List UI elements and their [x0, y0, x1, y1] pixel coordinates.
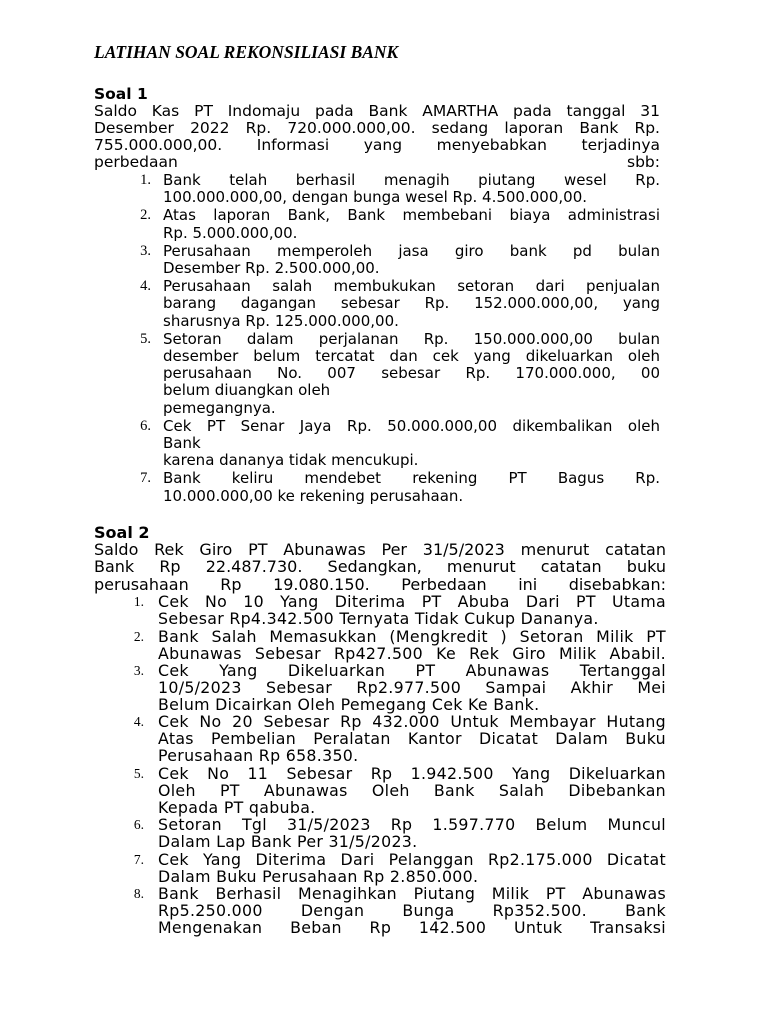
soal-1-intro-line: Saldo Kas PT Indomaju pada Bank AMARTHA pada tanggal 31	[94, 102, 660, 120]
soal1-item-7	[140, 469, 660, 505]
list-item-text	[158, 885, 666, 936]
list-item-line: Setoran dalam perjalanan Rp. 150.000.000,00 bulan	[163, 329, 660, 348]
list-item-line: Cek No 20 Sebesar Rp 432.000 Untuk Membayar Hutang	[158, 712, 666, 732]
list-item-line: Perusahaan memperoleh jasa giro bank pd bulan	[163, 241, 660, 260]
list-item-line: Bank	[163, 434, 201, 453]
list-item-text	[158, 851, 666, 885]
list-item-line: Bank Berhasil Menagihkan Piutang Milik PT Abunawas	[158, 883, 666, 903]
list-item-text	[163, 243, 660, 277]
list-item-number: 3.	[133, 662, 144, 678]
list-item-line: Sebesar Rp4.342.500 Ternyata Tidak Cukup Dananya.	[158, 609, 599, 629]
soal-1-intro-line: Desember 2022 Rp. 720.000.000,00. sedang laporan Bank Rp.	[94, 119, 660, 137]
list-item-line: Abunawas Sebesar Rp427.500 Ke Rek Giro Milik Ababil.	[158, 643, 666, 663]
list-item-line: Bank keliru mendebet rekening PT Bagus Rp.	[163, 469, 660, 488]
soal2-item-7	[133, 849, 666, 886]
list-item-number: 3.	[140, 242, 151, 259]
list-item-line: Oleh PT Abunawas Oleh Bank Salah Dibebankan	[158, 780, 666, 800]
list-item-number: 4.	[133, 714, 144, 730]
list-item-line: barang dagangan sebesar Rp. 152.000.000,00, yang	[163, 294, 660, 313]
soal-2-intro-line: perusahaan Rp 19.080.150. Perbedaan ini disebabkan:	[94, 574, 666, 594]
list-item-line: Cek No 11 Sebesar Rp 1.942.500 Yang Dikeluarkan	[158, 763, 666, 783]
list-item-number: 1.	[140, 172, 151, 188]
list-item-line: 10/5/2023 Sebesar Rp2.977.500 Sampai Akhir Mei	[158, 677, 666, 697]
soal-2-section	[94, 524, 666, 936]
list-item-line: Kepada PT qabuba.	[158, 797, 316, 817]
soal-1-section	[94, 86, 660, 505]
list-item-line: karena dananya tidak mencukupi.	[163, 451, 419, 470]
soal1-item-1	[140, 171, 660, 207]
list-item-line: Dalam Buku Perusahaan Rp 2.850.000.	[158, 866, 479, 886]
list-item-text	[163, 470, 660, 504]
soal2-item-5	[133, 763, 666, 817]
list-item-text	[163, 418, 660, 470]
list-item-text	[158, 816, 666, 850]
list-item-line: Cek PT Senar Jaya Rp. 50.000.000,00 dikembalikan oleh	[163, 416, 660, 435]
soal-1-intro-line: perbedaan sbb:	[94, 153, 660, 171]
list-item-text	[163, 331, 660, 417]
list-item-text	[158, 593, 666, 627]
list-item-line: Bank telah berhasil menagih piutang wesel Rp.	[163, 171, 660, 189]
list-item-number: 1.	[133, 594, 144, 610]
list-item-line: Setoran Tgl 31/5/2023 Rp 1.597.770 Belum Muncul	[158, 815, 666, 835]
list-item-number: 2.	[133, 628, 144, 644]
list-item-number: 7.	[140, 470, 151, 487]
list-item-number: 2.	[140, 207, 151, 224]
soal-1-list	[94, 171, 660, 505]
soal1-item-4	[140, 277, 660, 330]
soal-1-heading: Soal 1	[94, 85, 148, 103]
list-item-text	[158, 713, 666, 764]
soal2-item-8	[133, 883, 666, 937]
list-item-line: belum diuangkan oleh	[163, 381, 331, 400]
list-item-line: Cek Yang Dikeluarkan PT Abunawas Tertanggal	[158, 660, 666, 680]
list-item-line: Rp. 5.000.000,00.	[163, 223, 298, 242]
soal1-item-5	[140, 329, 660, 417]
list-item-line: perusahaan No. 007 sebesar Rp. 170.000.000, 00	[163, 364, 660, 383]
document-title: LATIHAN SOAL REKONSILIASI BANK	[94, 42, 399, 62]
list-item-number: 5.	[140, 330, 151, 347]
list-item-text	[158, 662, 666, 713]
soal-2-intro-line: Bank Rp 22.487.730. Sedangkan, menurut catatan buku	[94, 557, 666, 577]
list-item-number: 8.	[133, 885, 144, 901]
list-item-line: Rp5.250.000 Dengan Bunga Rp352.500. Bank	[158, 900, 666, 920]
list-item-line: Perusahaan Rp 658.350.	[158, 746, 359, 766]
list-item-text	[163, 207, 660, 241]
list-item-line: Atas laporan Bank, Bank membebani biaya administrasi	[163, 206, 660, 225]
soal1-item-2	[140, 206, 660, 242]
list-item-line: Atas Pembelian Peralatan Kantor Dicatat Dalam Buku	[158, 729, 666, 749]
soal-2-intro-line: Saldo Rek Giro PT Abunawas Per 31/5/2023 menurut catatan	[94, 540, 666, 560]
list-item-line: pemegangnya.	[163, 398, 276, 417]
list-item-line: Perusahaan salah membukukan setoran dari penjualan	[163, 277, 660, 296]
soal1-item-6	[140, 416, 660, 470]
soal2-item-6	[133, 815, 666, 852]
list-item-line: Belum Dicairkan Oleh Pemegang Cek Ke Bank.	[158, 694, 540, 714]
soal2-item-3	[133, 660, 666, 714]
soal-1-intro	[94, 103, 660, 171]
soal-2-list	[94, 593, 666, 936]
soal2-item-4	[133, 712, 666, 766]
soal2-item-1	[133, 592, 666, 629]
list-item-number: 4.	[140, 278, 151, 295]
list-item-line: Bank Salah Memasukkan (Mengkredit ) Setoran Milik PT	[158, 626, 666, 646]
list-item-number: 6.	[133, 817, 144, 833]
soal-2-intro	[94, 541, 666, 593]
list-item-text	[158, 628, 666, 662]
soal2-item-2	[133, 626, 666, 663]
soal-1-intro-line: 755.000.000,00. Informasi yang menyebabkan terjadinya	[94, 136, 660, 154]
list-item-text	[163, 172, 660, 206]
list-item-number: 7.	[133, 851, 144, 867]
list-item-line: 10.000.000,00 ke rekening perusahaan.	[163, 486, 464, 505]
list-item-text	[163, 278, 660, 330]
list-item-line: sharusnya Rp. 125.000.000,00.	[163, 311, 399, 330]
list-item-line: Dalam Lap Bank Per 31/5/2023.	[158, 832, 418, 852]
list-item-line: Cek Yang Diterima Dari Pelanggan Rp2.175.000 Dicatat	[158, 849, 666, 869]
list-item-line: 100.000.000,00, dengan bunga wesel Rp. 4.500.000,00.	[163, 188, 587, 207]
soal1-item-3	[140, 241, 660, 278]
list-item-line: Mengenakan Beban Rp 142.500 Untuk Transaksi	[158, 917, 666, 937]
list-item-number: 5.	[133, 765, 144, 781]
list-item-line: desember belum tercatat dan cek yang dikeluarkan oleh	[163, 347, 660, 366]
list-item-line: Desember Rp. 2.500.000,00.	[163, 259, 380, 278]
soal-2-heading: Soal 2	[94, 523, 150, 542]
list-item-number: 6.	[140, 417, 151, 434]
list-item-text	[158, 765, 666, 816]
list-item-line: Cek No 10 Yang Diterima PT Abuba Dari PT Utama	[158, 592, 666, 612]
